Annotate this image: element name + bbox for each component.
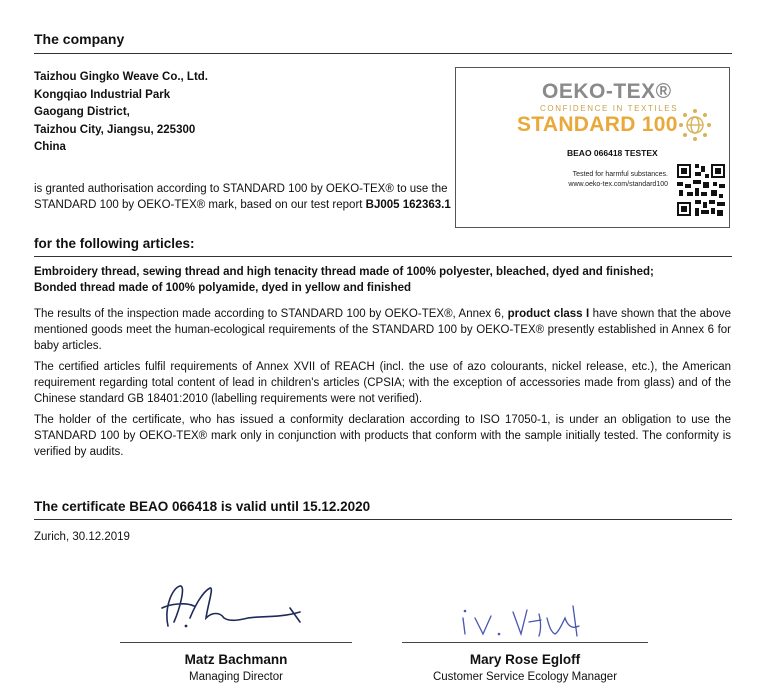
qr-code-icon [677, 164, 725, 216]
logo-standard: STANDARD 100 [517, 113, 678, 136]
logo-tested-text [496, 170, 668, 190]
divider [34, 519, 732, 520]
signatory-title: Managing Director [189, 671, 283, 683]
address-line: Taizhou City, Jiangsu, 225300 [34, 123, 196, 136]
signature-line [120, 642, 352, 643]
oeko-tex-label [455, 67, 730, 228]
signature-bachmann [150, 578, 320, 640]
address-line: China [34, 141, 66, 153]
report-number: BJ005 162363.1 [365, 199, 451, 211]
logo-tagline: CONFIDENCE IN TEXTILES [540, 104, 679, 113]
requirements-paragraph: The certified articles fulfil requirements of Annex XVII of REACH (incl. the use of azo colourants, nickel release, etc.), the American requirement regarding total content of lead in children's articles (CPSIA; with the exception of accessories made from glass) and of the Chinese standard GB 18401:2010 (labelling requirements were not verified). [34, 361, 731, 406]
signature-line [402, 642, 648, 643]
inspection-paragraph [34, 306, 731, 355]
address-line: Taizhou Gingko Weave Co., Ltd. [34, 71, 208, 83]
address-line: Gaogang District, [34, 106, 130, 118]
product-class: product class I [507, 308, 590, 320]
logo-cert-number: BEAO 066418 TESTEX [567, 148, 658, 158]
globe-icon [678, 108, 712, 142]
signatory-name: Mary Rose Egloff [469, 652, 581, 667]
address-line: Kongqiao Industrial Park [34, 88, 171, 101]
tested-url: www.oeko-tex.com/standard100 [568, 181, 668, 188]
articles-list [34, 264, 734, 296]
place-date: Zurich, 30.12.2019 [34, 531, 130, 543]
company-address [34, 69, 208, 157]
authorisation-sentence: is granted authorisation according to STANDARD 100 by OEKO-TEX® to use the STANDARD 100 by OEKO-TEX® mark, based on our test report [34, 183, 448, 211]
article-line: Embroidery thread, sewing thread and high tenacity thread made of 100% polyester, bleached, dyed and finished; [34, 266, 654, 278]
paragraph-text: The results of the inspection made according to STANDARD 100 by OEKO-TEX®, Annex 6, [34, 308, 508, 320]
divider [34, 53, 732, 54]
authorisation-text [34, 181, 454, 213]
signature-egloff [455, 596, 605, 642]
logo-brand: OEKO-TEX® [542, 80, 672, 103]
tested-line: Tested for harmful substances. [572, 171, 668, 178]
paragraph-text: have shown that the above mentioned goods meet the human-ecological requirements of the STANDARD 100 by OEKO-TEX® presently established in Annex 6 for baby articles. [34, 308, 731, 353]
article-line: Bonded thread made of 100% polyamide, dyed in yellow and finished [34, 282, 412, 294]
divider [34, 256, 732, 257]
signatory-name: Matz Bachmann [184, 652, 288, 667]
company-heading: The company [34, 31, 125, 47]
validity-heading: The certificate BEAO 066418 is valid until 15.12.2020 [34, 499, 371, 514]
articles-heading: for the following articles: [34, 236, 195, 251]
obligation-paragraph: The holder of the certificate, who has issued a conformity declaration according to ISO 17050-1, is under an obligation to use the STANDARD 100 by OEKO-TEX® mark only in conjunction with products that conform with the sample initially tested. The conformity is verified by audits. [34, 414, 731, 459]
signatory-title: Customer Service Ecology Manager [432, 671, 618, 683]
